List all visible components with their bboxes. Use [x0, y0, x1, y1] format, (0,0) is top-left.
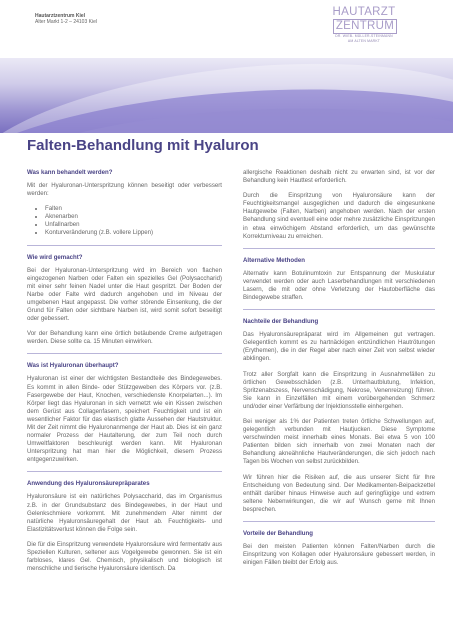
page-header	[0, 0, 453, 58]
paragraph: Trotz aller Sorgfalt kann die Einspritzung in Ausnahmefällen zu örtlichen Gewebsschäden (z.B. Unterhautblutung, Infektion, Spritzenabszess, Nervenschädigung, Nekrose, Venenreizung) führen. Sie kann in Einzelfällen mit einem vorübergehenden Schmerz und/oder einer Verfärbung der Injektionsstelle einhergehen.	[243, 370, 435, 410]
paragraph: Vor der Behandlung kann eine örtlich betäubende Creme aufgetragen werden. Diese sollte ca. 15 Minuten einwirken.	[27, 330, 222, 346]
section-divider	[243, 521, 435, 522]
paragraph: Hyaluronan ist einer der wichtigsten Bestandteile des Bindegewebes. Es kommt in allen Binde- oder Stützgeweben des Körpers vor. (z.B. Fasergewebe der Haut, Knochen, verschiedenste Knorpelarten...). Im Körper liegt das Hyaluronan in sich vernetzt wie ein Kissen zwischen dem Gerüst aus Collagenfasern, speichert Feuchtigkeit und ist ein wesentlicher Faktor für das elastisch glatte Aussehen der Hautstruktur. Mit der Zeit nimmt die Hyaluronanmenge der Haut ab. Dies ist ein ganz normaler Prozess der Hautalterung, der zum Teil noch durch Umweltfaktoren beschleunigt werden kann. Mit Hyaluronan Unterspritzung hat man hier die Möglichkeit, diesem Prozess entgegenzuwirken.	[27, 375, 222, 464]
paragraph: Bei der Hyaluronan-Unterspritzung wird im Bereich von flachen eingezogenen Narben oder Falten ein spezielles Gel (Polysaccharid) mit einer sehr feinen Nadel unter die Haut gespritzt. Der Boden der Narbe oder Falte wird dadurch angehoben und im Niveau der umgebenen Haut angepasst. Die vorher störende Einsenkung, die der Grund für Falten oder sichtbare Narben ist, wird somit sofort beseitigt oder gebessert.	[27, 266, 222, 323]
paragraph: allergische Reaktionen deshalb nicht zu erwarten sind, ist vor der Behandlung kein Hauttest erforderlich.	[243, 169, 435, 185]
practice-address-block	[35, 13, 97, 25]
page-title: Falten-Behandlung mit Hyaluron	[27, 137, 259, 154]
section-divider	[243, 248, 435, 249]
hautarzt-zentrum-logo	[306, 6, 422, 43]
decorative-wave-banner	[0, 58, 453, 133]
section-divider	[27, 471, 222, 472]
logo-word-zentrum: ZENTRUM	[333, 19, 397, 34]
paragraph: Hyaluronsäure ist ein natürliches Polysaccharid, das im Organismus z.B. in der Grundsubstanz des Bindegewebes, in der Haut und Gelenkschmiere vorkommt. Mit zunehmendem Alter nimmt der natürliche Hyaluronsäuregehalt der Haut ab. Feuchtigkeits- und Elastizitätsverlust können die Folge sein.	[27, 493, 222, 533]
paragraph: Durch die Einspritzung von Hyaluronsäure kann der Feuchtigkeitsmangel ausgeglichen und dadurch die eingesunkene Hautgewebe (Falten, Narben) angehoben werden. Nach der ersten Behandlung sind eventuell eine oder mehre zusätzliche Einspritzungen in etwa einwöchigem Abstand erforderlich, um das gewünschte Korrekturniveau zu erreichen.	[243, 192, 435, 240]
list-item: • Aknenarben	[45, 213, 222, 221]
paragraph: Mit der Hyaluronan-Unterspritzung können beseitigt oder verbessert werden:	[27, 182, 222, 198]
paragraph: Bei den meisten Patienten können Falten/Narben durch die Einspritzung von Kollagen oder Hyaluronsäure gebessert werden, in einigen Fällen bleibt der Erfolg aus.	[243, 543, 435, 567]
list-item: • Konturveränderung (z.B. vollere Lippen)	[45, 229, 222, 237]
section-heading-anwendung: Anwendung des Hyaluronsäurepräparates	[27, 480, 150, 488]
treatable-list	[27, 205, 222, 237]
logo-subline-2: AM ALTEN MARKT	[347, 38, 381, 43]
practice-address: Alter Markt 1-2 – 24103 Kiel	[35, 19, 97, 25]
paragraph: Bei weniger als 1% der Patienten treten örtliche Schwellungen auf, gelegentlich verbunden mit Hautjucken. Diese Symptome verschwinden meist innerhalb eines Monats. Bei etwa 5 von 100 Patienten bilden sich innerhalb von zwei Monaten nach der Behandlung akneähnliche Hautveränderungen, die sich jedoch nach Tagen bis Wochen von selbst zurückbilden.	[243, 417, 435, 466]
logo-wordmark	[306, 6, 422, 34]
section-divider	[27, 245, 222, 246]
logo-word-hautarzt: HAUTARZT	[332, 6, 396, 18]
right-column	[243, 169, 435, 574]
section-heading-wie-gemacht: Wie wird gemacht?	[27, 253, 83, 261]
paragraph: Wir führen hier die Risiken auf, die aus unserer Sicht für Ihre Entscheidung von Bedeutung sind. Der Medikamenten-Beipackzettel enthält darüber hinaus Hinweise auch auf geringfügige und extrem seltene Nebenwirkungen, die wir auf Wunsch gerne mit Ihnen besprechen.	[243, 473, 435, 513]
list-item: • Falten	[45, 205, 222, 213]
paragraph: Alternativ kann Botulinumtoxin zur Entspannung der Muskulatur verwendet werden oder auch Laserbehandlungen mit verschiedenen Lasern, die mit oder ohne Verletzung der Hautoberfläche das Bindegewebe straffen.	[243, 269, 435, 302]
practice-name: Hautarztzentrum Kiel	[35, 13, 86, 19]
paragraph: Die für die Einspritzung verwendete Hyaluronsäure wird fermentativ aus Speziellen Kulturen, seltener aus Vogelgewebe gewonnen. Sie ist ein farbloses, klares Gel. Chemisch, physikalisch und biologisch ist menschliche und tierische Hyaluronsäure identisch. Da	[27, 540, 222, 573]
section-divider	[27, 353, 222, 354]
left-column	[27, 169, 222, 580]
section-heading-was-ist-hyaluronan: Was ist Hyaluronan überhaupt?	[27, 362, 119, 370]
section-heading-nachteile: Nachteile der Behandlung	[243, 318, 319, 326]
section-heading-was-behandelt: Was kann behandelt werden?	[27, 169, 113, 176]
section-divider	[243, 309, 435, 310]
list-item: • Unfallnarben	[45, 221, 222, 229]
paragraph: Das Hyaluronsäurepräparat wird im Allgemeinen gut vertragen. Gelegentlich kommt es zu hartnäckigen entzündlichen Hautrötungen (Erythemen), die in der Regel aber nach einer Zeit von selbst wieder abklingen.	[243, 331, 435, 363]
section-heading-vorteile: Vorteile der Behandlung	[243, 530, 313, 537]
logo-subline-1: DR. WIEB- MÜLLER-STEINMANN	[335, 34, 393, 38]
section-heading-alternative-methoden: Alternative Methoden	[243, 256, 305, 264]
